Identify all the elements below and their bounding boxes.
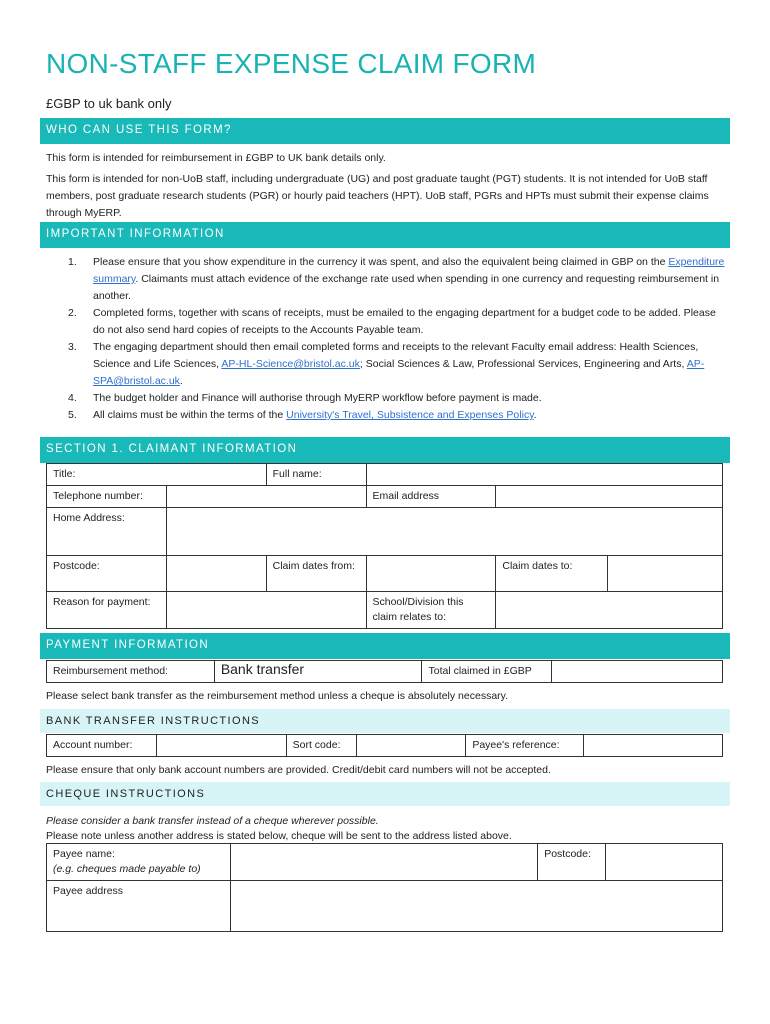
science-email-link[interactable]: AP-HL-Science@bristol.ac.uk [221, 358, 360, 370]
bank-table [46, 734, 723, 757]
bank-heading: BANK TRANSFER INSTRUCTIONS [40, 709, 730, 733]
cheque-note-1: Please consider a bank transfer instead of a cheque wherever possible. [46, 815, 379, 827]
who-heading: WHO CAN USE THIS FORM? [40, 118, 730, 144]
list-item: 5. All claims must be within the terms of the University's Travel, Subsistence and Expenses Policy. [68, 409, 537, 421]
reason-input[interactable] [166, 592, 366, 629]
page-subtitle: £GBP to uk bank only [46, 96, 172, 111]
payment-note: Please select bank transfer as the reimbursement method unless a cheque is absolutely necessary. [46, 690, 509, 702]
fullname-input[interactable] [366, 464, 723, 486]
expenditure-summary-link[interactable]: Expenditure summary [93, 256, 725, 285]
account-input[interactable] [156, 735, 286, 757]
list-item: 2. Completed forms, together with scans of receipts, must be emailed to the engaging department for a budget code to be added. Please do not also send hard copies of receipts to the Accounts Payable team. [68, 307, 716, 336]
claim-from-label: Claim dates from: [266, 556, 366, 592]
cheque-postcode-label: Postcode: [538, 844, 606, 881]
cheque-note-2: Please note unless another address is stated below, cheque will be sent to the address listed above. [46, 830, 512, 842]
payee-address-input[interactable] [230, 881, 722, 932]
payee-name-input[interactable] [230, 844, 537, 881]
method-label: Reimbursement method: [47, 661, 215, 683]
list-item: 3. The engaging department should then email completed forms and receipts to the relevant Faculty email address: Health Sciences, Science and Life Sciences, AP-HL-Science@bristol.ac.uk; Social Sciences & Law, Professional Services, Engineering and Arts, AP-SPA@bristol.ac.uk. [68, 341, 705, 387]
payee-name-label: Payee name: (e.g. cheques made payable to) [47, 844, 231, 881]
claimant-table [46, 463, 723, 629]
spa-email-link[interactable]: AP-SPA@bristol.ac.uk [93, 358, 705, 387]
fullname-label: Full name: [266, 464, 366, 486]
payment-heading: PAYMENT INFORMATION [40, 633, 730, 659]
phone-label: Telephone number: [47, 486, 167, 508]
list-item: 4. The budget holder and Finance will authorise through MyERP workflow before payment is made. [68, 392, 542, 404]
title-field[interactable]: Title: [47, 464, 267, 486]
total-label: Total claimed in £GBP [422, 661, 552, 683]
important-heading: IMPORTANT INFORMATION [40, 222, 730, 248]
account-label: Account number: [47, 735, 157, 757]
school-input[interactable] [496, 592, 723, 629]
method-select[interactable]: Bank transfer [214, 661, 422, 683]
who-paragraph-1: This form is intended for reimbursement in £GBP to UK bank details only. [46, 152, 386, 164]
payee-address-label: Payee address [47, 881, 231, 932]
sort-code-label: Sort code: [286, 735, 356, 757]
bank-note: Please ensure that only bank account numbers are provided. Credit/debit card numbers will not be accepted. [46, 764, 551, 776]
email-input[interactable] [496, 486, 723, 508]
home-address-label: Home Address: [47, 508, 167, 556]
cheque-heading: CHEQUE INSTRUCTIONS [40, 782, 730, 806]
postcode-input[interactable] [166, 556, 266, 592]
claim-to-input[interactable] [608, 556, 723, 592]
cheque-postcode-input[interactable] [606, 844, 723, 881]
section1-heading: SECTION 1. CLAIMANT INFORMATION [40, 437, 730, 463]
claim-to-label: Claim dates to: [496, 556, 608, 592]
important-list [46, 254, 726, 424]
school-label: School/Division this claim relates to: [366, 592, 496, 629]
list-item: 1. Please ensure that you show expenditure in the currency it was spent, and also the equivalent being claimed in GBP on the Expenditure summary. Claimants must attach evidence of the exchange rate used when spending in one currency and requesting reimbursement in another. [68, 256, 725, 302]
payee-reference-label: Payee's reference: [466, 735, 584, 757]
total-input[interactable] [552, 661, 723, 683]
phone-input[interactable] [166, 486, 366, 508]
home-address-input[interactable] [166, 508, 722, 556]
postcode-label: Postcode: [47, 556, 167, 592]
claim-from-input[interactable] [366, 556, 496, 592]
payment-table [46, 660, 723, 683]
sort-code-input[interactable] [356, 735, 466, 757]
reason-label: Reason for payment: [47, 592, 167, 629]
who-paragraph-2: This form is intended for non-UoB staff, including undergraduate (UG) and post graduate taught (PGT) students. It is not intended for UoB staff members, post graduate research students (PGR) or hourly paid teachers (HPT). UoB staff, PGRs and HPTs must submit their expense claims through MyERP. [46, 173, 709, 219]
expenses-policy-link[interactable]: University's Travel, Subsistence and Expenses Policy [286, 409, 534, 421]
email-label: Email address [366, 486, 496, 508]
cheque-table [46, 843, 723, 932]
payee-reference-input[interactable] [584, 735, 723, 757]
page-title: NON-STAFF EXPENSE CLAIM FORM [46, 48, 537, 79]
